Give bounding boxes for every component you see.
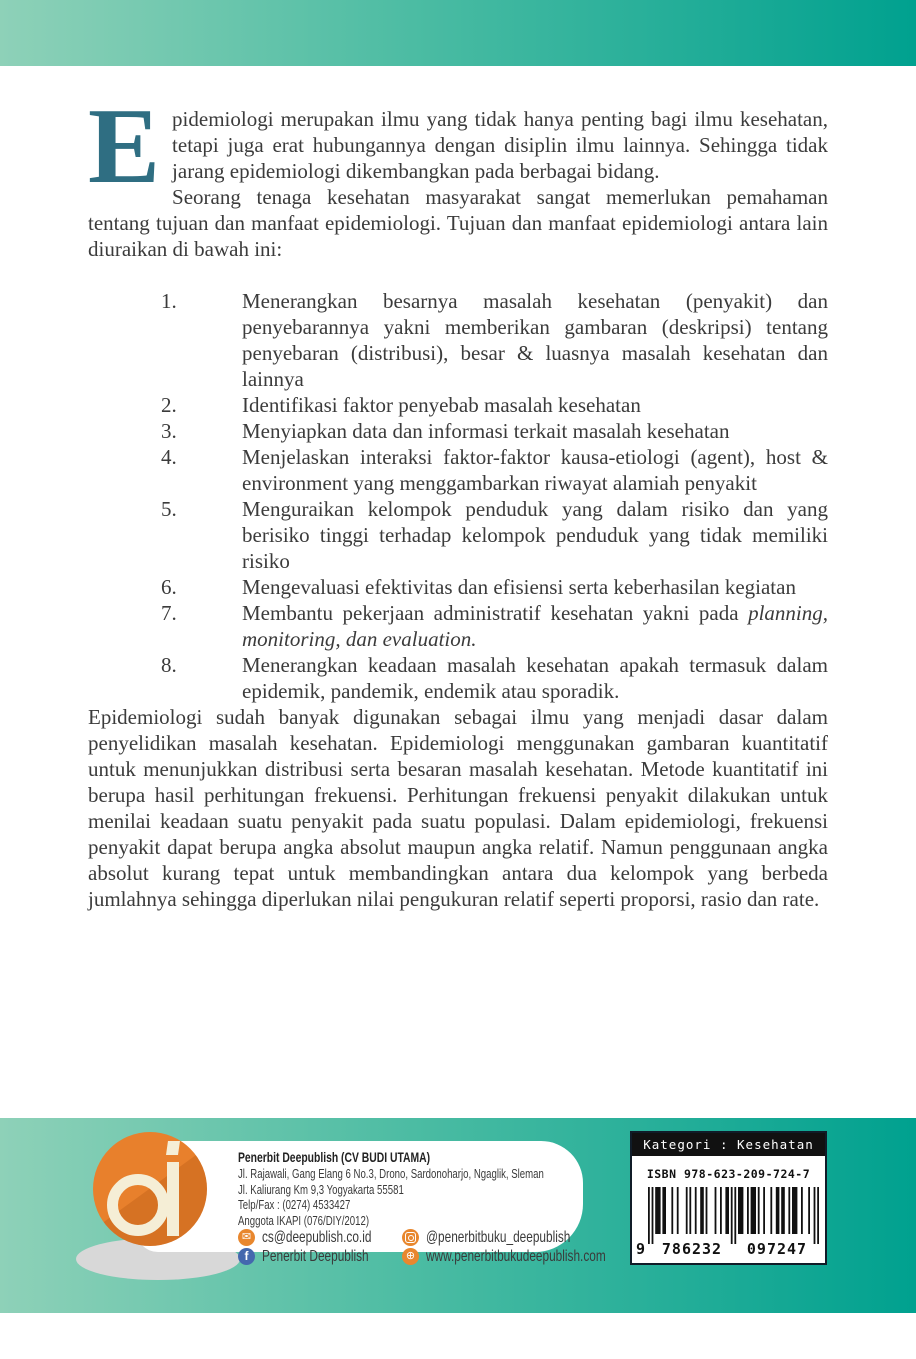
item-text: Menerangkan besarnya masalah kesehatan (penyakit) dan penyebarannya yakni memberikan gambaran (deskripsi) tentang penyebaran (distribusi), besar & luasnya masalah kesehatan dan lainnya <box>242 289 828 391</box>
intro-paragraph <box>88 87 828 206</box>
item-text: Menyiapkan data dan informasi terkait masalah kesehatan <box>242 419 730 443</box>
item-number: 2. <box>161 393 177 417</box>
list-item <box>88 418 828 444</box>
list-item <box>88 652 828 704</box>
ean-digits-group2: 097247 <box>746 1240 807 1257</box>
deepublish-logo <box>93 1132 207 1246</box>
item-number: 6. <box>161 575 177 599</box>
logo-d-stem <box>167 1162 179 1236</box>
list-item <box>88 496 828 574</box>
contact-row-2 <box>238 1247 606 1266</box>
ean-barcode <box>634 1187 824 1257</box>
publisher-address-1: Jl. Rajawali, Gang Elang 6 No.3, Drono, Sardonoharjo, Ngaglik, Sleman <box>238 1166 544 1181</box>
item-number: 4. <box>161 445 177 469</box>
closing-paragraph: Epidemiologi sudah banyak digunakan sebagai ilmu yang menjadi dasar dalam penyelidikan masalah kesehatan. Epidemiologi menggunakan gambaran kuantitatif untuk menunjukkan distribusi serta besaran masalah kesehatan. Metode kuantitatif ini berupa hasil perhitungan frekuensi. Perhitungan frekuensi penyakit dilakukan untuk menilai keadaan suatu penyakit pada suatu populasi. Dalam epidemiologi, frekuensi penyakit dapat berupa angka absolut maupun angka relatif. Namun penggunaan angka absolut kurang tepat untuk membandingkan antara dua kelompok yang berbeda jumlahnya sehingga diperlukan nilai pengukuran relatif seperti proporsi, rasio dan rate. <box>88 705 828 911</box>
category-label: Kategori : Kesehatan <box>632 1133 825 1156</box>
ean-digits-group1: 786232 <box>661 1240 722 1257</box>
website-entry <box>402 1248 669 1266</box>
intro-paragraph-text: pidemiologi merupakan ilmu yang tidak hanya penting bagi ilmu kesehatan, tetapi juga erat hubungannya dengan disiplin ilmu lainnya. Sehingga tidak jarang epidemiologi dikembangkan pada berbagai bidang. <box>172 107 828 183</box>
isbn-label: ISBN 978-623-209-724-7 <box>646 1167 811 1181</box>
instagram-text: @penerbitbuku_deepublish <box>426 1228 571 1246</box>
logo-d-tick <box>166 1141 180 1155</box>
numbered-list <box>88 288 828 704</box>
list-item <box>88 574 828 600</box>
item-number: 8. <box>161 653 177 677</box>
isbn-barcode-block <box>630 1131 827 1265</box>
email-icon: ✉ <box>238 1229 255 1246</box>
dropcap-letter: E <box>88 87 161 206</box>
back-cover-text <box>88 87 828 912</box>
publisher-membership: Anggota IKAPI (076/DIY/2012) <box>238 1212 370 1228</box>
facebook-text: Penerbit Deepublish <box>262 1247 369 1265</box>
item-number: 1. <box>161 289 177 313</box>
publisher-address-2: Jl. Kaliurang Km 9,3 Yogyakarta 55581 <box>238 1181 404 1197</box>
item-text: Menjelaskan interaksi faktor-faktor kausa-etiologi (agent), host & environment yang menggambarkan riwayat alamiah penyakit <box>242 445 828 495</box>
logo-d-ring <box>107 1174 169 1236</box>
email-entry <box>238 1229 402 1247</box>
item-text-italic: planning, monitoring, dan evaluation. <box>242 601 828 651</box>
item-number: 7. <box>161 601 177 625</box>
purpose-paragraph: Seorang tenaga kesehatan masyarakat sangat memerlukan pemahaman tentang tujuan dan manfaat epidemiologi. Tujuan dan manfaat epidemiologi antara lain diuraikan di bawah ini: <box>88 185 828 261</box>
globe-icon: ⊕ <box>402 1248 419 1265</box>
top-gradient-band <box>0 0 916 66</box>
instagram-entry <box>402 1229 621 1247</box>
list-item <box>88 444 828 496</box>
list-item <box>88 600 828 652</box>
list-item <box>88 288 828 392</box>
instagram-icon <box>402 1229 419 1246</box>
item-number: 5. <box>161 497 177 521</box>
email-text: cs@deepublish.co.id <box>262 1228 372 1246</box>
item-text <box>242 600 828 652</box>
item-text: Identifikasi faktor penyebab masalah kesehatan <box>242 393 641 417</box>
item-number: 3. <box>161 419 177 443</box>
item-text: Mengevaluasi efektivitas dan efisiensi serta keberhasilan kegiatan <box>242 575 796 599</box>
item-text: Menerangkan keadaan masalah kesehatan apakah termasuk dalam epidemik, pandemik, endemik atau sporadik. <box>242 653 828 703</box>
facebook-entry <box>238 1248 402 1266</box>
contact-row-1 <box>238 1228 569 1247</box>
list-item <box>88 392 828 418</box>
item-text-regular: Membantu pekerjaan administratif kesehatan yakni pada <box>242 601 749 625</box>
website-text: www.penerbitbukudeepublish.com <box>426 1247 606 1265</box>
publisher-name: Penerbit Deepublish (CV BUDI UTAMA) <box>238 1149 431 1165</box>
ean-digit-left: 9 <box>635 1240 646 1257</box>
publisher-phone: Telp/Fax : (0274) 4533427 <box>238 1197 351 1212</box>
facebook-icon: f <box>238 1248 255 1265</box>
item-text: Menguraikan kelompok penduduk yang dalam risiko dan yang berisiko tinggi terhadap kelompok penduduk yang tidak memiliki risiko <box>242 497 828 573</box>
